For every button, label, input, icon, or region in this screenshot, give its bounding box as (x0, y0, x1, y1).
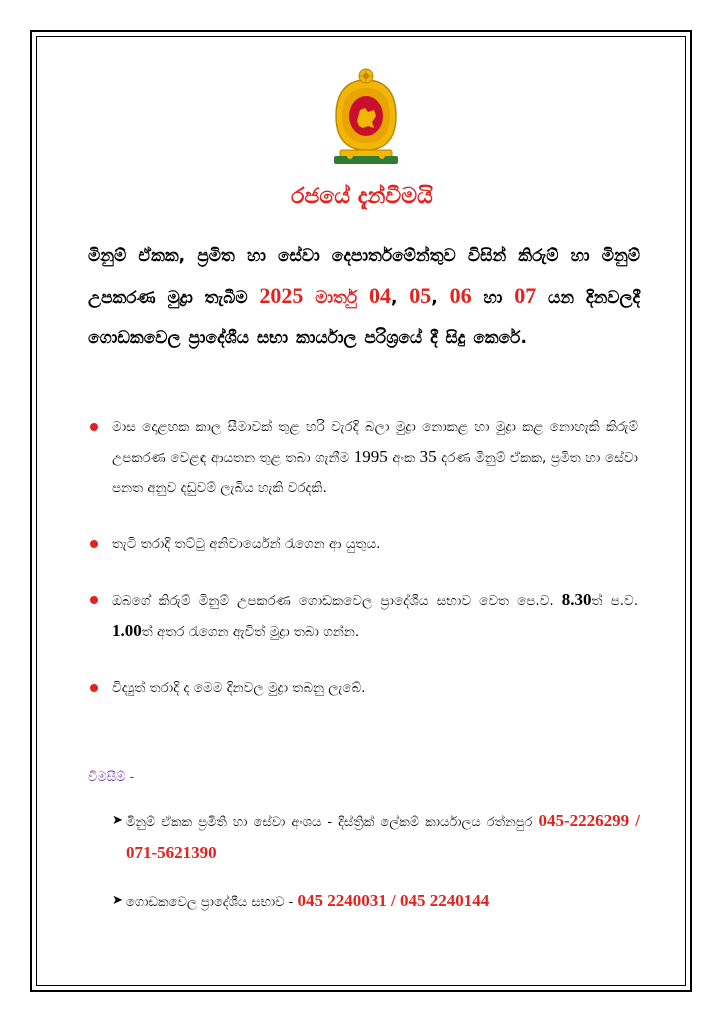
bullet-3-text-c: ත් අතර රැගෙන ඇවිත් මුද්‍රා තබා ගන්න. (141, 624, 360, 640)
intro-day-2: 05 (409, 283, 432, 308)
arrow-bullet-icon: ➤ (112, 813, 123, 828)
bullet-dot-icon (90, 684, 98, 692)
contact-item-district (112, 806, 640, 870)
intro-day-3: 06 (449, 283, 472, 308)
bullet-dot-icon (90, 540, 98, 548)
bullet-2-text: තැටි තරාදි තට්ටු අනිවාර්යෙන් රැගෙන ආ යුතුය. (112, 536, 381, 552)
bullet-1-text-a: මාස දොළහක කාල සීමාවක් තුළ හරි වැරදි බලා මුද්‍රා නොකළ හා මුද්‍රා කළ නොහැකි කිරුම් උපකරණ වෙළඳ ආයතන තුළ තබා ගැනීම (112, 419, 638, 466)
bullet-1-text-b: අංක (387, 450, 420, 466)
contact-2-phone: 045 2240031 / 045 2240144 (297, 891, 490, 910)
intro-paragraph (88, 236, 640, 358)
bullet-dot-icon (90, 596, 98, 604)
bullet-dot-icon (90, 423, 98, 431)
contact-item-pradeshiya-sabha (112, 886, 640, 918)
intro-day-1: 04 (368, 283, 391, 308)
contact-1-text: මිනුම් ඒකක ප්‍රමිති හා සේවා අංශය - දිස්ත්‍රික් ලේකම් කාර්යාලය රත්නපුර (126, 815, 539, 830)
list-item (90, 585, 638, 647)
intro-sep-1: , (390, 288, 410, 308)
list-item (90, 412, 638, 503)
bullet-1-year: 1995 (353, 447, 388, 466)
arrow-bullet-icon: ➤ (112, 893, 123, 908)
contact-2-line (112, 886, 640, 918)
intro-month: මාර්තු (303, 288, 358, 308)
contact-2-text: ගොඩකවෙල ප්‍රාදේශීය සභාව - (126, 895, 298, 910)
bullet-4-text: විද්‍යුත් තරාදි ද මෙම දිනවල මුද්‍රා තබනු ලැබේ. (112, 680, 366, 696)
intro-day-4: 07 (514, 283, 537, 308)
intro-sep-2: , (431, 288, 450, 308)
page-title: රජයේ දැන්වීමයි (291, 184, 433, 209)
intro-and: හා (471, 288, 515, 308)
bullet-3-text-a: ඔබගේ කිරුම් මිනුම් උපකරණ ගොඩකවෙල ප්‍රාදේශීය සභාව වෙත පෙ.ව. (112, 593, 562, 609)
intro-year: 2025 (259, 283, 304, 308)
notice-list (90, 412, 638, 729)
bullet-1-text-c: දරණ මිනුම් ඒකක, ප්‍රමිත හා සේවා පනත අනුව දඩුවම් ලැබිය හැකි වරදකි. (112, 450, 639, 496)
bullet-3-time-start: 8.30 (561, 590, 592, 609)
contact-1-phone: 045-2226299 / 071-5621390 (126, 811, 640, 862)
bullet-3-text-b: ත් ප.ව. (591, 593, 638, 609)
intro-text-start: මිනුම් ඒකක, ප්‍රමිත හා සේවා දෙපාර්තමේන්තුව විසින් කිරුම් හා මිනුම් උපකරණ මුද්‍රා තැබීම (88, 246, 640, 308)
intro-text-end: යන දිනවලදී ගොඩකවෙල ප්‍රාදේශීය සභා කාර්යාල පරිශ්‍රයේ දී සිදු කෙරේ. (88, 288, 640, 348)
sri-lanka-emblem-icon (330, 66, 402, 166)
inquiries-heading: විමසීම් - (88, 770, 135, 785)
bullet-1-act-number: 35 (419, 447, 437, 466)
list-item (90, 673, 638, 703)
contact-1-line (112, 806, 640, 870)
list-item (90, 529, 638, 559)
bullet-3-time-end: 1.00 (112, 621, 142, 640)
